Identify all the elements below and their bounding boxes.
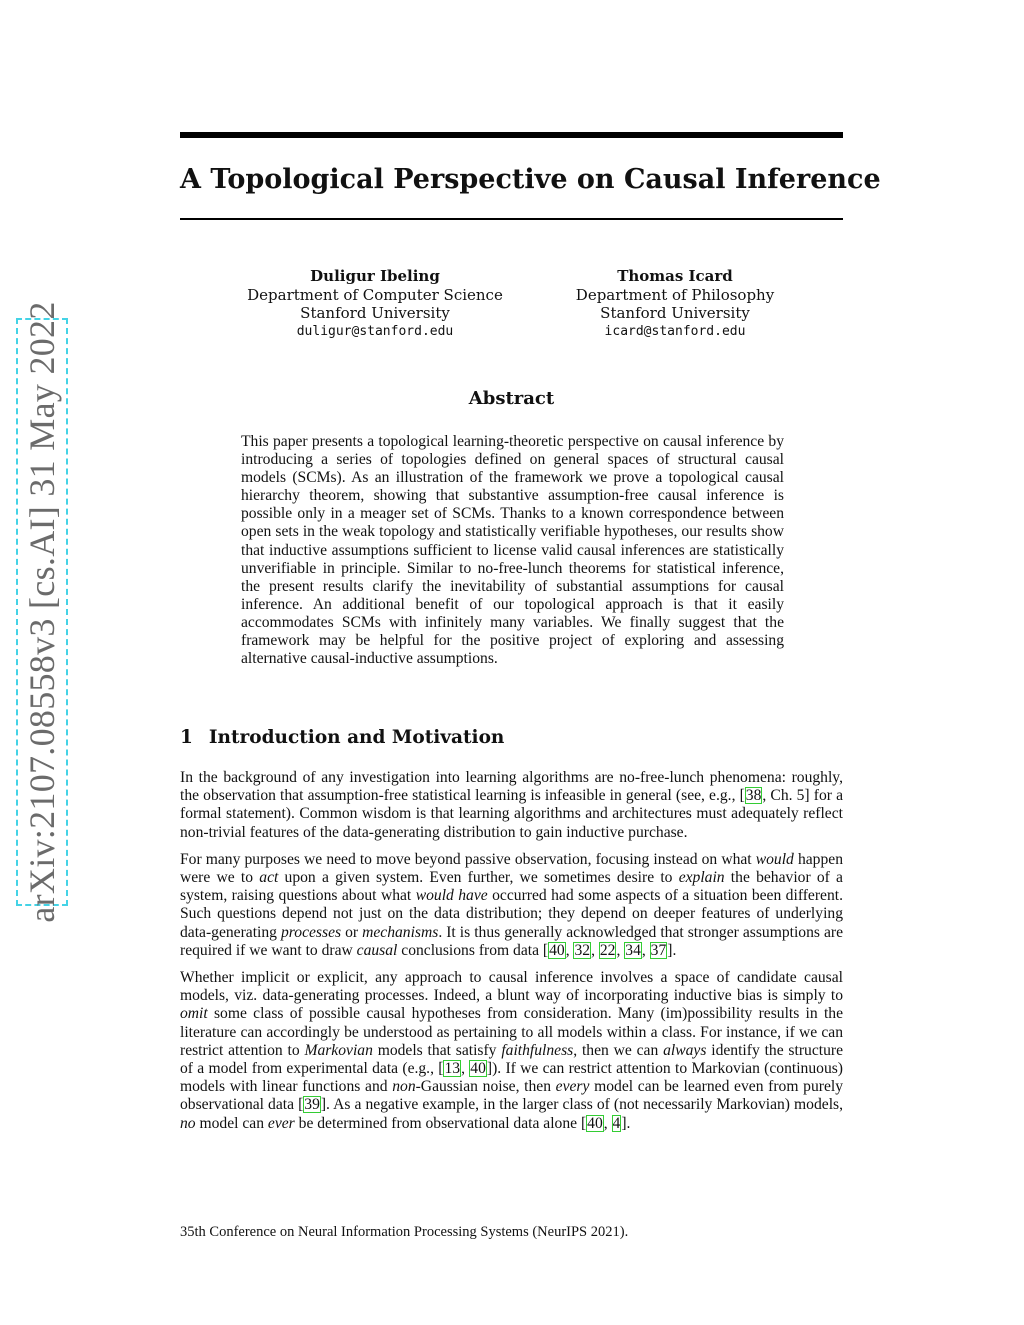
author-affiliation: Stanford University [600, 304, 750, 322]
arxiv-stamp-text: arXiv:2107.08558v3 [cs.AI] 31 May 2022 [22, 301, 62, 923]
paper-title: A Topological Perspective on Causal Inference [180, 164, 881, 195]
paragraph: For many purposes we need to move beyond passive observation, focusing instead on what would happen were we to act upon a given system. Even further, we sometimes desire to explain the behavior of a system, raising questions about what would have occurred had some aspects of a situation been different. Such questions depend not just on the data distribution; they depend on deeper features of underlying data-generating processes or mechanisms. It is thus generally acknowledged that stronger assumptions are required if we want to draw causal conclusions from data [40, 32, 22, 34, 37]. [180, 850, 843, 959]
citation-link[interactable]: 22 [599, 941, 616, 959]
paragraph: In the background of any investigation into learning algorithms are no-free-lunch phenomena: roughly, the observation that assumption-free statistical learning is infeasible in general (see, e.g., [38, Ch. 5] for a formal statement). Common wisdom is that learning algorithms and architectures must adequately reflect non-trivial features of the data-generating distribution to gain inductive purchase. [180, 769, 843, 841]
citation-link[interactable]: 39 [304, 1096, 320, 1114]
citation-link[interactable]: 4 [612, 1114, 621, 1132]
author-email: icard@stanford.edu [604, 323, 746, 339]
author-affiliation: Stanford University [300, 304, 450, 322]
title-rule-top [180, 132, 843, 138]
citation-link[interactable]: 40 [470, 1060, 486, 1078]
citation-link[interactable]: 40 [587, 1114, 603, 1132]
body-text [180, 769, 843, 1142]
author-block [245, 267, 505, 341]
section-heading [180, 727, 504, 748]
author-department: Department of Philosophy [575, 285, 775, 304]
citation-link[interactable]: 38 [745, 787, 762, 805]
arxiv-stamp[interactable] [16, 301, 68, 923]
abstract-heading: Abstract [468, 388, 555, 409]
citation-link[interactable]: 34 [625, 941, 641, 959]
conference-footnote: 35th Conference on Neural Information Processing Systems (NeurIPS 2021). [180, 1224, 629, 1240]
paragraph: Whether implicit or explicit, any approach to causal inference involves a space of candidate causal models, viz. data-generating processes. Indeed, a blunt way of incorporating inductive bias is simply to omit some class of possible causal hypotheses from consideration. Many (im)possibility results in the literature can accordingly be understood as pertaining to all models within a class. For instance, if we can restrict attention to Markovian models that satisfy faithfulness, then we can always identify the structure of a model from experimental data (e.g., [13, 40]). If we can restrict attention to Markovian (continuous) models with linear functions and non-Gaussian noise, then every model can be learned even from purely observational data [39]. As a negative example, in the larger class of (not necessarily Markovian) models, no model can ever be determined from observational data alone [40, 4]. [180, 969, 844, 1132]
citation-link[interactable]: 37 [650, 941, 667, 959]
author-block [545, 267, 805, 341]
abstract-text: This paper presents a topological learning-theoretic perspective on causal inference by introducing a series of topologies defined on general spaces of structural causal models (SCMs). As an illustration of the framework we prove a topological causal hierarchy theorem, showing that substantive assumption-free causal inference is possible only in a meager set of SCMs. Thanks to a known correspondence between open sets in the weak topology and statistically verifiable hypotheses, our results show that inductive assumptions sufficient to license valid causal inferences are statistically unverifiable in principle. Similar to no-free-lunch theorems for statistical inference, the present results clarify the inevitability of substantial assumptions for causal inference. An additional benefit of our topological approach is that it easily accommodates SCMs with infinitely many variables. We finally suggest that the framework may be helpful for the positive project of exploring and assessing alternative causal-inductive assumptions. [241, 433, 784, 668]
section-number: 1 [180, 727, 193, 748]
author-email: duligur@stanford.edu [296, 323, 454, 339]
author-name: Duligur Ibeling [310, 267, 440, 285]
citation-link[interactable]: 13 [444, 1060, 461, 1078]
citation-link[interactable]: 40 [549, 941, 565, 959]
author-name: Thomas Icard [617, 267, 733, 285]
title-rule-bottom [180, 218, 843, 220]
section-title: Introduction and Motivation [208, 727, 505, 748]
author-department: Department of Computer Science [247, 285, 503, 304]
citation-link[interactable]: 32 [574, 941, 591, 959]
